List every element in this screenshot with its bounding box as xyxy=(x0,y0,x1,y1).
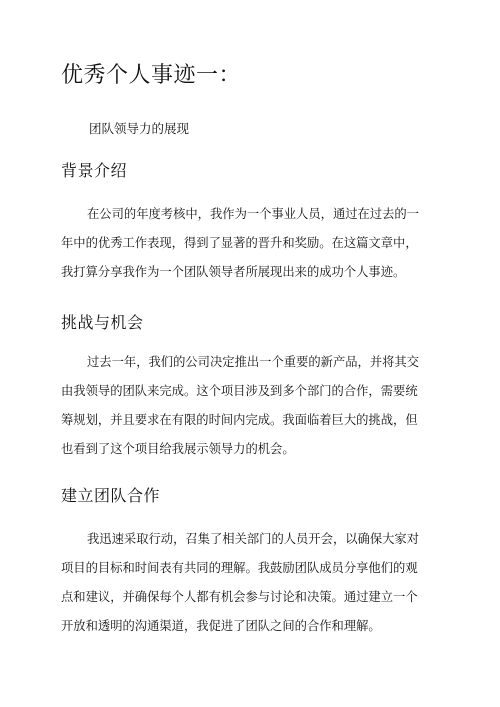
paragraph-line: 我打算分享我作为一个团队领导者所展现出来的成功个人事迹。 xyxy=(61,265,406,279)
section-heading-background: 背景介绍 xyxy=(61,161,128,180)
paragraph-line: 点和建议，并确保每个人都有机会参与讨论和决策。通过建立一个 xyxy=(61,590,418,604)
document-subtitle: 团队领导力的展现 xyxy=(89,121,190,136)
paragraph-line: 筹规划，并且要求在有限的时间内完成。我面临着巨大的挑战，但 xyxy=(61,413,418,427)
paragraph-line: 项目的目标和时间表有共同的理解。我鼓励团队成员分享他们的观 xyxy=(61,561,418,575)
section-paragraph-background xyxy=(61,200,441,287)
paragraph-line: 由我领导的团队来完成。这个项目涉及到多个部门的合作，需要统 xyxy=(61,384,418,398)
paragraph-line: 年中的优秀工作表现，得到了显著的晋升和奖励。在这篇文章中， xyxy=(61,236,418,250)
section-paragraph-teamwork xyxy=(61,525,441,641)
paragraph-line: 也看到了这个项目给我展示领导力的机会。 xyxy=(61,442,295,456)
section-heading-teamwork: 建立团队合作 xyxy=(61,486,161,505)
paragraph-line: 过去一年，我们的公司决定推出一个重要的新产品，并将其交 xyxy=(87,355,420,369)
paragraph-line: 开放和透明的沟通渠道，我促进了团队之间的合作和理解。 xyxy=(61,619,381,633)
section-paragraph-challenge xyxy=(61,348,441,464)
paragraph-line: 我迅速采取行动，召集了相关部门的人员开会，以确保大家对 xyxy=(87,532,420,546)
document-title: 优秀个人事迹一： xyxy=(61,63,242,88)
section-heading-challenge: 挑战与机会 xyxy=(61,313,144,332)
paragraph-line: 在公司的年度考核中，我作为一个事业人员，通过在过去的一 xyxy=(87,207,420,221)
